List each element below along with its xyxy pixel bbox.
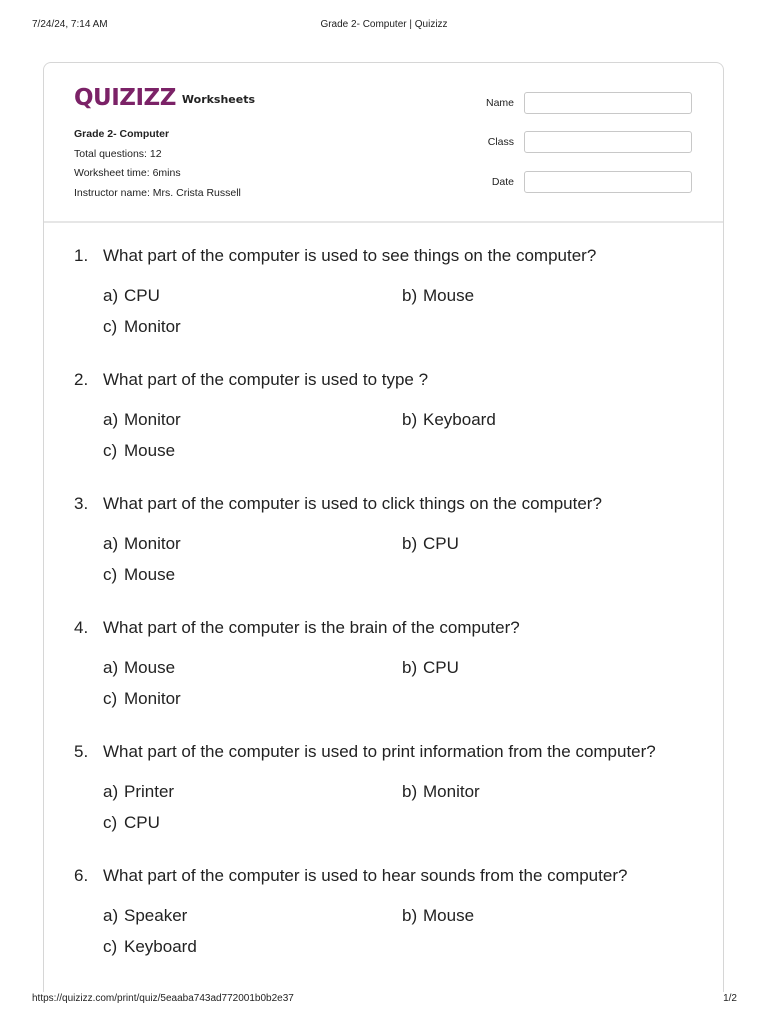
option-text: Mouse bbox=[124, 565, 176, 584]
question-text: What part of the computer is used to click things on the computer? bbox=[103, 494, 602, 513]
class-field-row bbox=[464, 131, 694, 155]
option-a bbox=[103, 658, 175, 678]
option-letter: b) bbox=[402, 906, 418, 925]
option-text: Monitor bbox=[124, 534, 181, 553]
option-c bbox=[103, 317, 181, 337]
print-header bbox=[0, 19, 768, 33]
worksheet-header bbox=[44, 63, 723, 223]
print-date: 7/24/24, 7:14 AM bbox=[32, 19, 108, 30]
date-label: Date bbox=[491, 176, 514, 188]
question-2 bbox=[74, 370, 704, 480]
question-1 bbox=[74, 246, 704, 356]
option-letter: a) bbox=[103, 782, 119, 801]
worksheet-meta bbox=[74, 125, 241, 203]
option-letter: c) bbox=[103, 689, 118, 708]
question-text: What part of the computer is used to print information from the computer? bbox=[103, 742, 656, 761]
option-letter: a) bbox=[103, 906, 119, 925]
option-letter: a) bbox=[103, 658, 119, 677]
question-5 bbox=[74, 742, 704, 852]
question-text: What part of the computer is used to see things on the computer? bbox=[103, 246, 597, 265]
date-field[interactable] bbox=[524, 171, 692, 193]
question-text: What part of the computer is used to type ? bbox=[103, 370, 429, 389]
option-text: Monitor bbox=[124, 317, 181, 336]
option-c bbox=[103, 565, 175, 585]
question-6 bbox=[74, 866, 704, 976]
question-number: 2. bbox=[74, 370, 89, 389]
option-letter: b) bbox=[402, 410, 418, 429]
worksheet-title: Grade 2- Computer bbox=[74, 128, 170, 140]
option-a bbox=[103, 286, 160, 306]
name-field-row bbox=[464, 92, 694, 116]
question-number: 4. bbox=[74, 618, 89, 637]
option-b bbox=[402, 906, 474, 926]
option-text: Monitor bbox=[124, 410, 181, 429]
date-field-row bbox=[464, 171, 694, 195]
option-letter: c) bbox=[103, 317, 118, 336]
worksheet-time: Worksheet time: 6mins bbox=[74, 167, 181, 179]
option-text: CPU bbox=[124, 286, 160, 305]
option-c bbox=[103, 689, 181, 709]
option-text: Mouse bbox=[423, 286, 475, 305]
option-c bbox=[103, 813, 160, 833]
question-number: 5. bbox=[74, 742, 89, 761]
option-b bbox=[402, 534, 459, 554]
logo-wordmark: QUIZIZZ bbox=[74, 85, 176, 111]
option-c bbox=[103, 441, 175, 461]
option-text: Printer bbox=[124, 782, 175, 801]
class-field[interactable] bbox=[524, 131, 692, 153]
option-text: CPU bbox=[124, 813, 160, 832]
print-url: https://quizizz.com/print/quiz/5eaaba743ad772001b0b2e37 bbox=[32, 993, 294, 1004]
option-letter: a) bbox=[103, 410, 119, 429]
total-questions: Total questions: 12 bbox=[74, 147, 162, 160]
name-label: Name bbox=[485, 97, 514, 109]
question-number: 3. bbox=[74, 494, 89, 513]
logo-sub-label: Worksheets bbox=[181, 92, 256, 106]
option-text: Speaker bbox=[124, 906, 188, 925]
option-text: CPU bbox=[423, 658, 459, 677]
question-3 bbox=[74, 494, 704, 604]
option-a bbox=[103, 410, 181, 430]
quizizz-logo bbox=[74, 85, 255, 111]
option-letter: b) bbox=[402, 534, 418, 553]
option-letter: c) bbox=[103, 813, 118, 832]
option-b bbox=[402, 286, 474, 306]
option-letter: b) bbox=[402, 286, 418, 305]
option-text: Monitor bbox=[124, 689, 181, 708]
question-4 bbox=[74, 618, 704, 728]
option-text: Keyboard bbox=[423, 410, 496, 429]
option-a bbox=[103, 782, 174, 802]
class-label: Class bbox=[487, 136, 514, 148]
option-letter: c) bbox=[103, 937, 118, 956]
option-letter: b) bbox=[402, 658, 418, 677]
name-field[interactable] bbox=[524, 92, 692, 114]
option-text: Mouse bbox=[423, 906, 475, 925]
worksheet-sheet bbox=[43, 62, 724, 992]
question-number: 1. bbox=[74, 246, 89, 265]
option-letter: a) bbox=[103, 286, 119, 305]
option-letter: c) bbox=[103, 441, 118, 460]
question-text: What part of the computer is used to hear sounds from the computer? bbox=[103, 866, 628, 885]
question-text: What part of the computer is the brain of the computer? bbox=[103, 618, 520, 637]
option-b bbox=[402, 658, 459, 678]
option-text: Mouse bbox=[124, 658, 176, 677]
option-text: Keyboard bbox=[124, 937, 197, 956]
question-number: 6. bbox=[74, 866, 89, 885]
option-text: Monitor bbox=[423, 782, 480, 801]
print-footer bbox=[0, 993, 768, 1007]
option-letter: b) bbox=[402, 782, 418, 801]
option-b bbox=[402, 410, 496, 430]
option-b bbox=[402, 782, 480, 802]
page-number: 1/2 bbox=[723, 993, 737, 1004]
option-letter: a) bbox=[103, 534, 119, 553]
option-a bbox=[103, 906, 187, 926]
instructor-name: Instructor name: Mrs. Crista Russell bbox=[74, 186, 241, 199]
option-a bbox=[103, 534, 181, 554]
print-title: Grade 2- Computer | Quizizz bbox=[320, 19, 448, 30]
option-c bbox=[103, 937, 197, 957]
option-text: Mouse bbox=[124, 441, 176, 460]
option-text: CPU bbox=[423, 534, 459, 553]
option-letter: c) bbox=[103, 565, 118, 584]
